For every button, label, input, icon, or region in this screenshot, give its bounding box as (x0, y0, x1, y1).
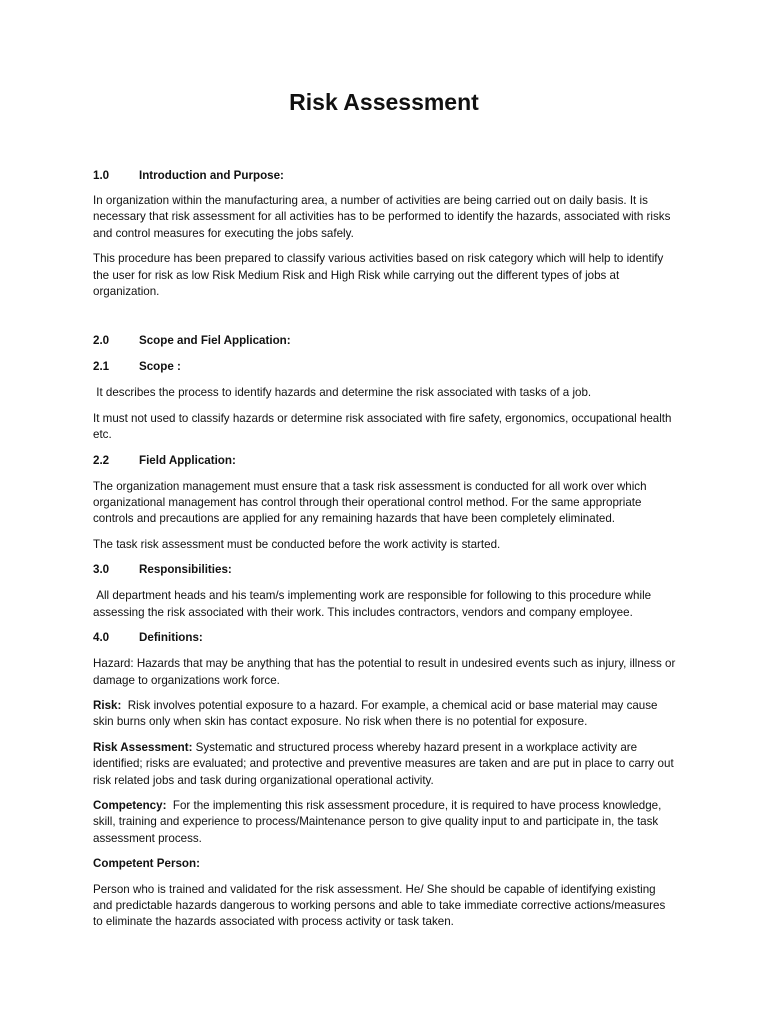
definition-competent-person-heading (93, 856, 678, 872)
paragraph: It must not used to classify hazards or determine risk associated with fire safety, ergonomics, occupational health etc. (93, 411, 672, 442)
definition-term: Risk: (93, 698, 122, 712)
section-number: 4.0 (93, 631, 110, 645)
paragraph: In organization within the manufacturing area, a number of activities are being carried out on daily basis. It is necessary that risk assessment for all activities has to be performed to identify the hazards, associated with risks and control measures for executing the jobs safely. (93, 194, 671, 240)
document-body (93, 168, 678, 931)
section-number: 3.0 (93, 563, 110, 577)
section-heading-2-2 (93, 453, 678, 469)
definition-risk (93, 698, 678, 731)
definition-hazard: Hazard: Hazards that may be anything that has the potential to result in undesired events such as injury, illness or damage to organizations work force. (93, 657, 676, 687)
section-heading-2-1 (93, 359, 678, 375)
section-number: 1.0 (93, 169, 110, 182)
definition-term: Competent Person: (93, 857, 200, 871)
section-heading-3 (93, 562, 678, 578)
section-heading-4 (93, 630, 678, 646)
definition-text: For the implementing this risk assessment procedure, it is required to have process knowledge, skill, training and experience to process/Maintenance person to give quality input to and participate in, the task assessment process. (93, 798, 665, 845)
section-title: Introduction and Purpose: (139, 169, 284, 182)
definition-term: Competency: (93, 798, 167, 812)
paragraph: All department heads and his team/s implementing work are responsible for following to this procedure while assessing the risk associated with their work. This includes contractors, vendors and company employee. (93, 589, 655, 619)
paragraph: The organization management must ensure that a task risk assessment is conducted for all work over which organizational management has control through their operational control method. For the same appropriate controls and precautions are applied for any remaining hazards that have been completely eliminated. (93, 479, 647, 526)
section-title: Responsibilities: (139, 563, 232, 577)
paragraph: It describes the process to identify hazards and determine the risk associated with tasks of a job. (93, 386, 592, 400)
definition-competent-person-text: Person who is trained and validated for the risk assessment. He/ She should be capable of identifying existing and predictable hazards dangerous to working persons and able to take immediate corrective actions/measures to eliminate the hazards associated with process activity or task taken. (93, 882, 666, 929)
section-number: 2.2 (93, 453, 110, 467)
definition-risk-assessment (93, 740, 678, 789)
paragraph: This procedure has been prepared to classify various activities based on risk category which will help to identify the user for risk as low Risk Medium Risk and High Risk while carrying out the different types of jobs at organization. (93, 252, 664, 299)
section-heading-2 (93, 333, 678, 349)
section-number: 2.1 (93, 360, 110, 374)
definition-text: Risk involves potential exposure to a hazard. For example, a chemical acid or base material may cause skin burns only when skin has contact exposure. No risk when there is no potential for exposure. (93, 698, 661, 729)
section-title: Scope : (139, 360, 181, 374)
definition-competency (93, 798, 678, 847)
section-title: Scope and Fiel Application: (139, 334, 291, 348)
paragraph: The task risk assessment must be conducted before the work activity is started. (93, 537, 501, 551)
page-title: Risk Assessment (289, 89, 479, 115)
definition-text: Systematic and structured process whereby hazard present in a workplace activity are identified; risks are evaluated; and protective and preventive measures are taken and are put in place to carry out risk related jobs and task during organizational operational activity. (93, 740, 677, 787)
section-title: Definitions: (139, 631, 203, 645)
definition-term: Risk Assessment: (93, 740, 193, 754)
section-title: Field Application: (139, 453, 236, 467)
section-heading-1 (93, 168, 678, 184)
section-number: 2.0 (93, 334, 110, 348)
